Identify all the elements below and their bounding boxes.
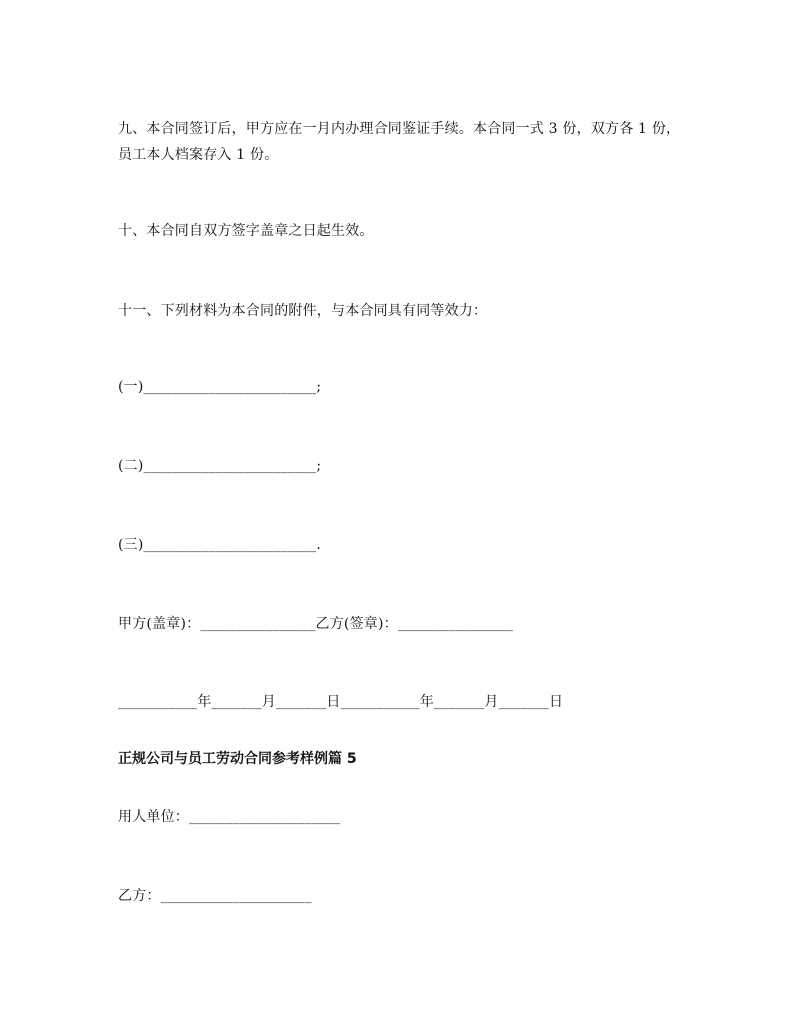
clause-10-text: 十、本合同自双方签字盖章之日起生效。 bbox=[118, 223, 374, 239]
clause-11-text: 十一、下列材料为本合同的附件，与本合同具有同等效力： bbox=[118, 303, 488, 319]
attachment-item-3: (三)________________________. bbox=[118, 537, 321, 553]
date-line: ___________年_______月_______日___________年_______月_______日 bbox=[118, 694, 564, 710]
clause-9-text: 九、本合同签订后，甲方应在一月内办理合同鉴证手续。本合同一式 3 份，双方各 1 份，员工本人档案存入 1 份。 bbox=[118, 121, 681, 163]
signature-line: 甲方(盖章)：________________乙方(签章)：________________ bbox=[118, 616, 514, 632]
attachment-item-1: (一)________________________; bbox=[118, 379, 322, 395]
attachment-item-2: (二)________________________; bbox=[118, 458, 322, 474]
employer-field: 用人单位：_____________________ bbox=[118, 809, 341, 825]
party-b-field: 乙方：_____________________ bbox=[118, 888, 312, 904]
section-heading: 正规公司与员工劳动合同参考样例篇 5 bbox=[118, 751, 357, 767]
